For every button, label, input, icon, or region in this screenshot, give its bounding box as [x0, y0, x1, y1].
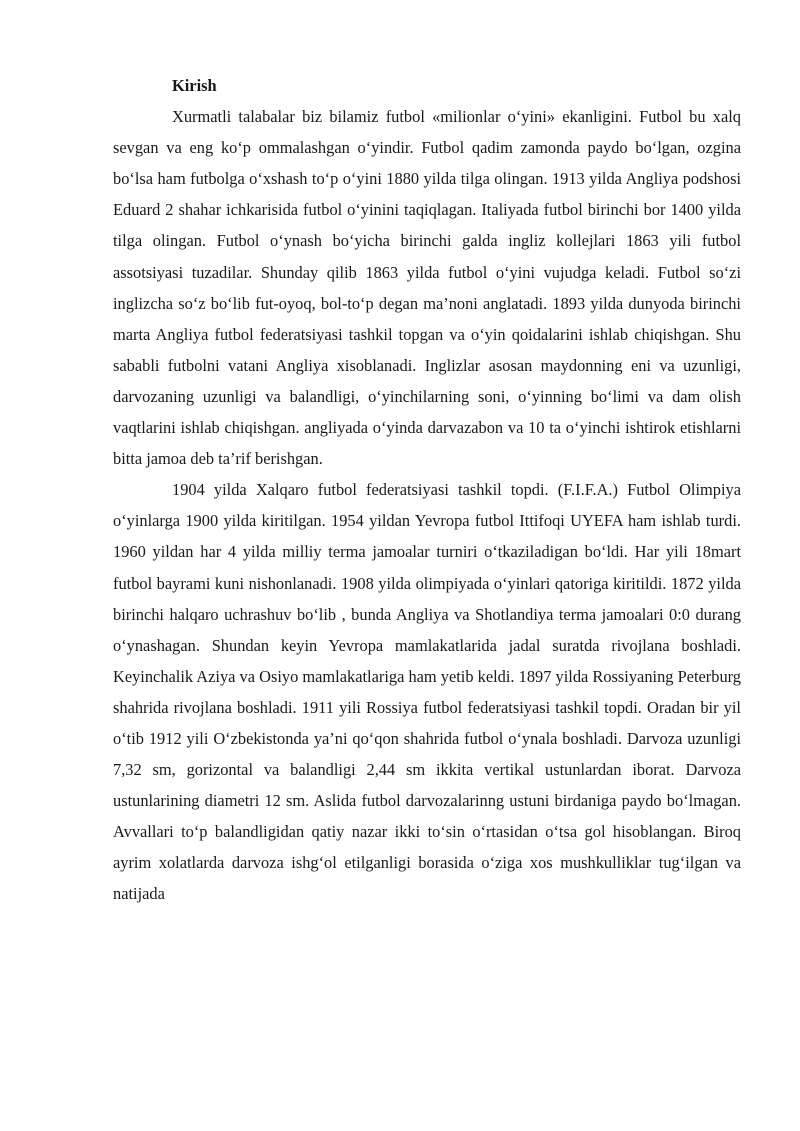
- paragraph-1: Xurmatli talabalar biz bilamiz futbol «milionlar o‘yini» ekanligini. Futbol bu xalq sevgan va eng ko‘p ommalashgan o‘yindir. Futbol qadim zamonda paydo bo‘lgan, ozgina bo‘lsa ham futbolga o‘xshash to‘p o‘yini 1880 yilda tilga olingan. 1913 yilda Angliya podshosi Eduard 2 shahar ichkarisida futbol o‘yinini taqiqlagan. Italiyada futbol birinchi bor 1400 yilda tilga olingan. Futbol o‘ynash bo‘yicha birinchi galda ingliz kollejlari 1863 yili futbol assotsiyasi tuzadilar. Shunday qilib 1863 yilda futbol o‘yini vujudga keladi. Futbol so‘zi inglizcha so‘z bo‘lib fut-oyoq, bol-to‘p degan ma’noni anglatadi. 1893 yilda dunyoda birinchi marta Angliya futbol federatsiyasi tashkil topgan va o‘yin qoidalarini ishlab chiqishgan. Shu sababli futbolni vatani Angliya xisoblanadi. Inglizlar asosan maydonning eni va uzunligi, darvozaning uzunligi va balandligi, o‘yinchilarning soni, o‘yinning bo‘limi va dam olish vaqtlarini ishlab chiqishgan. angliyada o‘yinda darvazabon va 10 ta o‘yinchi ishtirok etishlarni bitta jamoa deb ta’rif berishgan.: [113, 107, 741, 469]
- document-body: [113, 70, 741, 910]
- paragraph-2: 1904 yilda Xalqaro futbol federatsiyasi tashkil topdi. (F.I.F.A.) Futbol Olimpiya o‘yinlarga 1900 yilda kiritilgan. 1954 yildan Yevropa futbol Ittifoqi UYEFA ham ishlab turdi. 1960 yildan har 4 yilda milliy terma jamoalar turniri o‘tkaziladigan bo‘ldi. Har yili 18mart futbol bayrami kuni nishonlanadi. 1908 yilda olimpiyada o‘yinlari qatoriga kiritildi. 1872 yilda birinchi halqaro uchrashuv bo‘lib , bunda Angliya va Shotlandiya terma jamoalari 0:0 durang o‘ynashagan. Shundan keyin Yevropa mamlakatlarida jadal suratda rivojlana boshladi. Keyinchalik Aziya va Osiyo mamlakatlariga ham yetib keldi. 1897 yilda Rossiyaning Peterburg shahrida rivojlana boshladi. 1911 yili Rossiya futbol federatsiyasi tashkil topdi. Oradan bir yil o‘tib 1912 yili O‘zbekistonda ya’ni qo‘qon shahrida futbol o‘ynala boshladi. Darvoza uzunligi 7,32 sm, gorizontal va balandligi 2,44 sm ikkita vertikal ustunlardan iborat. Darvoza ustunlarining diametri 12 sm. Aslida futbol darvozalarinng ustuni birdaniga paydo bo‘lmagan. Avvallari to‘p balandligidan qatiy nazar ikki to‘sin o‘rtasidan o‘tsa gol hisoblangan. Biroq ayrim xolatlarda darvoza ishg‘ol etilganligi borasida o‘ziga xos mushkulliklar tug‘ilgan va natijada: [113, 480, 741, 904]
- section-heading: Kirish: [172, 76, 217, 95]
